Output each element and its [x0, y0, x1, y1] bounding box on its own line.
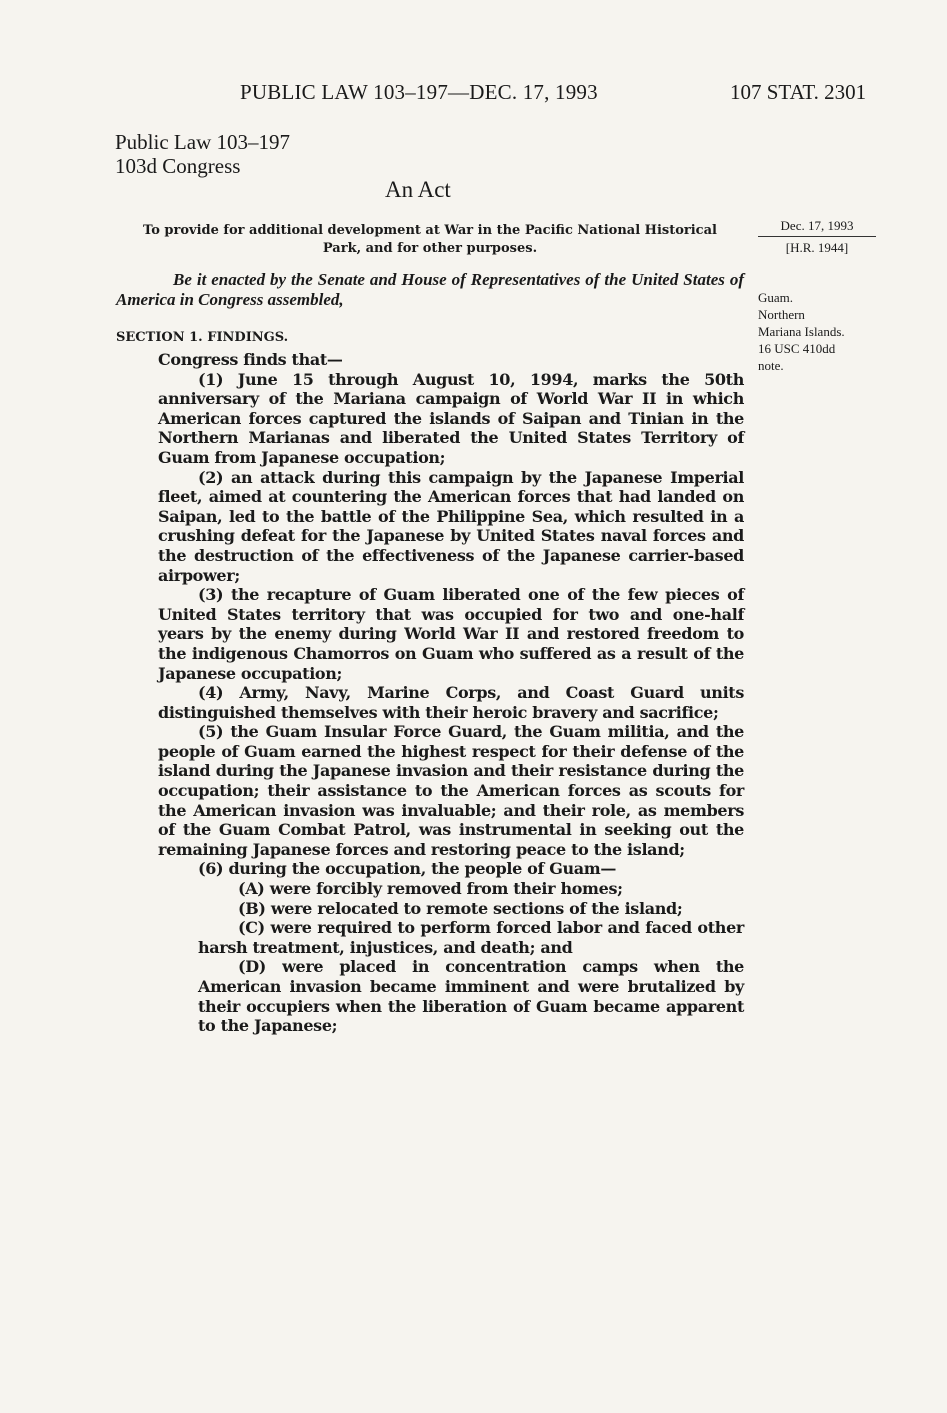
finding-paragraph: (4) Army, Navy, Marine Corps, and Coast Guard units distinguished themselves with their heroic bravery and sacrifice;: [158, 683, 744, 722]
act-title: An Act: [385, 177, 451, 202]
subfinding-paragraph: (D) were placed in concentration camps when the American invasion became imminent and were brutalized by their occupiers when the liberation of Guam became apparent to the Japanese;: [198, 957, 744, 1036]
margin-note: Mariana Islands.: [758, 324, 845, 339]
act-purpose: To provide for additional development at War in the Pacific National Historical Park, and for other purposes.: [143, 223, 717, 256]
statute-citation: 107 STAT. 2301: [730, 80, 867, 104]
margin-note: Northern: [758, 307, 805, 322]
section-heading: SECTION 1. FINDINGS.: [116, 330, 289, 345]
enacting-clause: [116, 270, 744, 310]
subfinding-paragraph: (C) were required to perform forced labor and faced other harsh treatment, injustices, and death; and: [198, 918, 744, 957]
margin-note: note.: [758, 358, 784, 373]
subfinding-paragraph: (A) were forcibly removed from their homes;: [238, 879, 623, 899]
finding-paragraph: (6) during the occupation, the people of Guam—: [198, 859, 617, 879]
margin-notes: [758, 289, 908, 374]
finding-paragraph: (5) the Guam Insular Force Guard, the Guam militia, and the people of Guam earned the highest respect for their defense of the island during the Japanese invasion and their resistance during the occupation; their assistance to the American forces as scouts for the American invasion was invaluable; and their role, as members of the Guam Combat Patrol, was instrumental in seeking out the remaining Japanese forces and restoring peace to the island;: [158, 722, 744, 859]
enacting-clause-text: Be it enacted by the Senate and House of Representatives of the United States of America in Congress assembled,: [116, 270, 744, 309]
finding-paragraph: (3) the recapture of Guam liberated one of the few pieces of United States territory that was occupied for two and one-half years by the enemy during World War II and restored freedom to the indigenous Chamorros on Guam who suffered as a result of the Japanese occupation;: [158, 585, 744, 683]
subfinding-paragraph: (B) were relocated to remote sections of the island;: [238, 898, 683, 918]
finding-paragraph: (2) an attack during this campaign by the Japanese Imperial fleet, aimed at countering the American forces that had landed on Saipan, led to the battle of the Philippine Sea, which resulted in a crushing defeat for the Japanese by United States naval forces and the destruction of the effectiveness of the Japanese carrier-based airpower;: [158, 467, 744, 585]
section-lead: Congress finds that—: [158, 350, 343, 369]
margin-note: 16 USC 410dd: [758, 341, 836, 356]
finding-paragraph: (1) June 15 through August 10, 1994, marks the 50th anniversary of the Mariana campaign of World War II in which American forces captured the islands of Saipan and Tinian in the Northern Marianas and liberated the United States Territory of Guam from Japanese occupation;: [158, 369, 744, 467]
section-body: [158, 350, 744, 1036]
running-head: PUBLIC LAW 103–197—DEC. 17, 1993: [240, 80, 598, 104]
congress-label: 103d Congress: [115, 154, 241, 178]
public-law-number: Public Law 103–197: [115, 130, 290, 154]
margin-bill-number: [H.R. 1944]: [785, 240, 849, 255]
margin-date: Dec. 17, 1993: [758, 218, 876, 237]
margin-note: Guam.: [758, 290, 794, 305]
